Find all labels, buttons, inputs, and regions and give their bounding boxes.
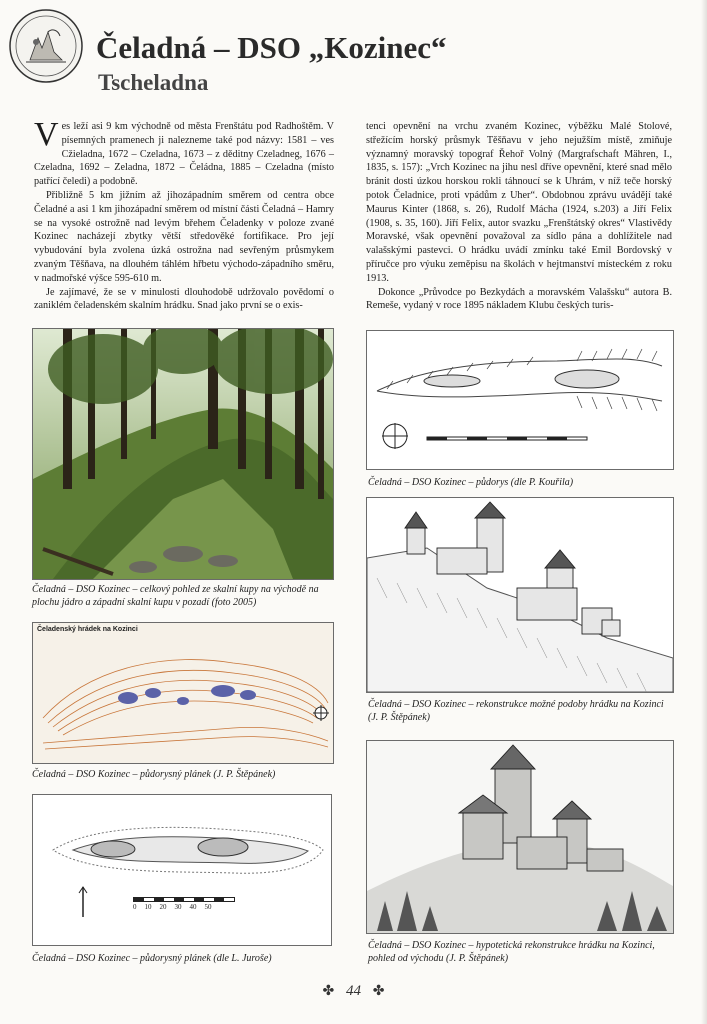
scale-tick: 20 xyxy=(159,903,167,911)
scale-bar xyxy=(133,903,212,911)
left-text-column xyxy=(34,116,334,313)
kouril-plan xyxy=(366,330,674,470)
colored-contour-plan xyxy=(32,622,334,764)
seal-logo xyxy=(8,8,84,84)
reconstruction-caption: Čeladná – DSO Kozinec – rekonstrukce možné podoby hrádku na Kozinci (J. P. Štěpánek) xyxy=(368,699,664,723)
dropcap: V xyxy=(34,116,59,153)
bw-plan-caption: Čeladná – DSO Kozinec – půdorysný plánek (dle L. Juroše) xyxy=(32,953,272,964)
scale-tick: 30 xyxy=(174,903,182,911)
photo-caption: Čeladná – DSO Kozinec – celkový pohled ze skalní kupy na východě na plochu jádro a západní skalní kupu v pozadí (foto 2005) xyxy=(32,584,319,608)
page-number: 44 xyxy=(346,983,361,999)
forest-photo xyxy=(32,328,334,580)
colored-plan-caption: Čeladná – DSO Kozinec – půdorysný plánek (J. P. Štěpánek) xyxy=(32,769,276,780)
ornament-right-icon: ✤ xyxy=(372,984,385,999)
page-footer xyxy=(0,983,707,1000)
reconstruction-drawing xyxy=(366,497,674,693)
scale-tick: 10 xyxy=(144,903,152,911)
paragraph: Přibližně 5 km jižním až jihozápadním směrem od centra obce Čeladné a asi 1 km jihozápadní směrem od místní části Čeladná – Hamry se na vysoké ostrožně nad levým břehem Čeladenky v poloze zvané Kozinec nacházejí zbytky větší středověké fortifikace. Pro její vybudování byla zvolena úzká ostrožna nad sevřeným průsmykem zvaným Těšňava, na dlouhém táhlém hřbetu východo-západního směru, v nadmořské výšce 595-610 m. xyxy=(34,189,334,284)
page-edge xyxy=(701,0,707,1024)
bw-plan xyxy=(32,794,332,946)
paragraph: tenci opevnění na vrchu zvaném Kozinec, výběžku Malé Stolové, střežícím horský průsmyk Těšňavu v jeho nejužším místě, zmiňuje významný moravský topograf Řehoř Volný (Margrafschaft Mähren, I., 1835, s. 157): „Vrch Kozinec na jihu nesl dříve opevnění, které snad mělo bránit dosti úzkou horskou rokli táhnoucí se k Uhrám, v níž teče horský potok Čeladnice, proti vpádům z Uher“. Obdobnou zprávu uvádějí také Maurus Kinter (1868, s. 26), Rudolf Mácha (1924, s.203) a Jiří Felix (1908, s. 35, 160). Jiří Felix, autor svazku „Frenštátský okres“ Vlastivědy Moravské, však opevnění považoval za sídlo pána a dohlížitele nad valašskými pastevci. O hrádku uvádí zmínku také Emil Bordovský v příručce pro výuku zeměpisu na školách v hejtmanství místeckém z roku 1913. xyxy=(366,121,672,284)
plan-label: Čeladenský hrádek na Kozinci xyxy=(37,626,138,633)
page-subtitle: Tscheladna xyxy=(98,70,209,95)
scale-bar-graphic xyxy=(133,897,235,902)
hypothetical-caption: Čeladná – DSO Kozinec – hypotetická rekonstrukce hrádku na Kozinci, pohled od východu (J. P. Štěpánek) xyxy=(368,940,655,964)
kouril-plan-caption: Čeladná – DSO Kozinec – půdorys (dle P. Kouřila) xyxy=(368,477,574,488)
scale-tick: 0 xyxy=(133,903,137,911)
paragraph: Dokonce „Průvodce po Bezkydách a moravském Valašsku“ autora B. Remeše, vydaný v roce 1895 nákladem Klubu českých turis- xyxy=(366,286,672,312)
scale-tick: 40 xyxy=(189,903,197,911)
ornament-left-icon: ✤ xyxy=(322,984,335,999)
page-title: Čeladná – DSO „Kozinec“ xyxy=(96,30,447,65)
hypothetical-reconstruction xyxy=(366,740,674,934)
paragraph: Ves leží asi 9 km východně od města Frenštátu pod Radhoštěm. V písemných pramenech ji nalezneme také pod názvy: 1581 – ves Cžieladna, 1672 – Czeladna, 1673 – z děditny Czeladneg, 1676 – Czeladna, 1692 – Zeladna, 1872 – Čeládna, 1885 – Czeladna (místo patřící čeledi) a podobně. xyxy=(34,116,334,188)
scale-tick: 50 xyxy=(204,903,212,911)
right-text-column xyxy=(366,120,672,313)
paragraph: Je zajímavé, že se v minulosti dlouhodobě udržovalo povědomí o zaniklém čeladenském skalním hrádku. Snad jako první se o exis- xyxy=(34,286,334,312)
